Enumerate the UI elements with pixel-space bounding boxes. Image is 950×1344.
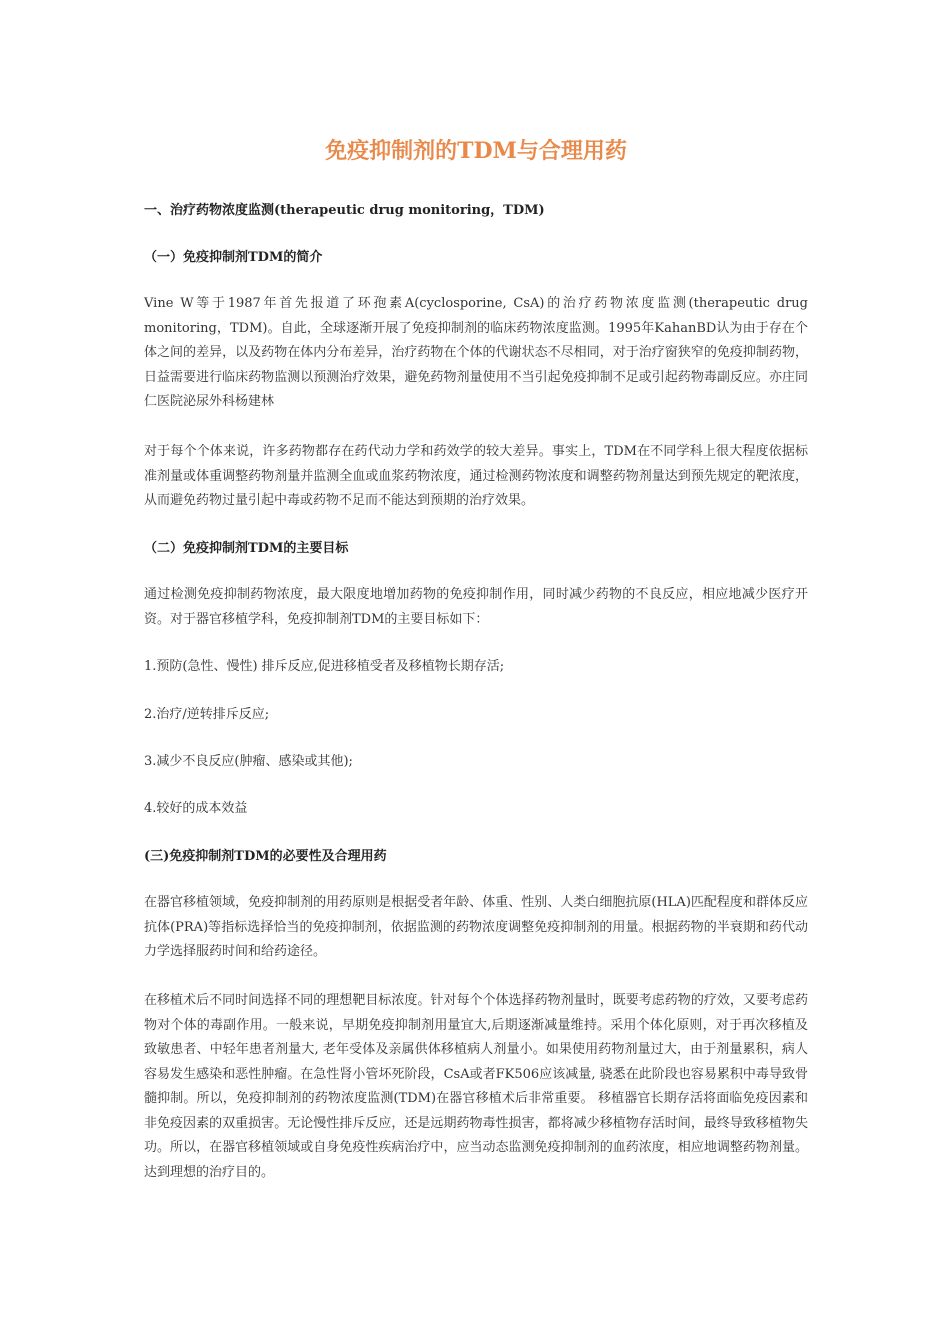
subsection2-paragraph-1: 通过检测免疫抑制药物浓度，最大限度地增加药物的免疫抑制作用，同时减少药物的不良反应，相应地减少医疗开资。对于器官移植学科，免疫抑制剂TDM的主要目标如下： <box>144 587 808 627</box>
subsection3-paragraph-1: 在器官移植领域，免疫抑制剂的用药原则是根据受者年龄、体重、性别、人类白细胞抗原(HLA)匹配程度和群体反应抗体(PRA)等指标选择恰当的免疫抑制剂，依据监测的药物浓度调整免疫抑制剂的用量。根据药物的半衰期和药代动力学选择服药时间和给药途径。 <box>144 895 808 959</box>
goal-item-3: 3.减少不良反应(肿瘤、感染或其他); <box>144 754 353 769</box>
subsection2-heading: （二）免疫抑制剂TDM的主要目标 <box>144 541 349 556</box>
goal-item-2: 2.治疗/逆转排斥反应; <box>144 707 270 722</box>
subsection1-paragraph-1: Vine W等于1987年首先报道了环孢素A(cyclosporine, CsA)的治疗药物浓度监测(therapeutic drug monitoring，TDM)。自此，全球逐渐开展了免疫抑制剂的临床药物浓度监测。1995年KahanBD认为由于存在个体之间的差异，以及药物在体内分布差异，治疗药物在个体的代谢状态不尽相同，对于治疗窗狭窄的免疫抑制药物，日益需要进行临床药物监测以预测治疗效果，避免药物剂量使用不当引起免疫抑制不足或引起药物毒副反应。亦庄同仁医院泌尿外科杨建林 <box>144 296 808 409</box>
section1-heading: 一、治疗药物浓度监测(therapeutic drug monitoring，TDM) <box>144 203 545 218</box>
goal-item-1: 1.预防(急性、慢性) 排斥反应,促进移植受者及移植物长期存活; <box>144 659 505 674</box>
subsection3-heading: (三)免疫抑制剂TDM的必要性及合理用药 <box>144 849 387 864</box>
subsection1-heading: （一）免疫抑制剂TDM的简介 <box>144 250 323 265</box>
subsection1-paragraph-2: 对于每个个体来说，许多药物都存在药代动力学和药效学的较大差异。事实上，TDM在不同学科上很大程度依据标准剂量或体重调整药物剂量并监测全血或血浆药物浓度，通过检测药物浓度和调整药物剂量达到预先规定的靶浓度，从而避免药物过量引起中毒或药物不足而不能达到预期的治疗效果。 <box>144 444 808 508</box>
subsection3-paragraph-2: 在移植术后不同时间选择不同的理想靶目标浓度。针对每个个体选择药物剂量时，既要考虑药物的疗效，又要考虑药物对个体的毒副作用。一般来说，早期免疫抑制剂用量宜大,后期逐渐减量维持。采用个体化原则，对于再次移植及致敏患者、中轻年患者剂量大, 老年受体及亲属供体移植病人剂量小。如果使用药物剂量过大，由于剂量累积，病人容易发生感染和恶性肿瘤。在急性肾小管坏死阶段，CsA或者FK506应该减量, 骁悉在此阶段也容易累积中毒导致骨髓抑制。所以，免疫抑制剂的药物浓度监测(TDM)在器官移植术后非常重要。 移植器官长期存活将面临免疫因素和非免疫因素的双重损害。无论慢性排斥反应，还是远期药物毒性损害，都将减少移植物存活时间，最终导致移植物失功。所以，在器官移植领域或自身免疫性疾病治疗中，应当动态监测免疫抑制剂的血药浓度，相应地调整药物剂量。达到理想的治疗目的。 <box>144 993 808 1180</box>
document-title: 免疫抑制剂的TDM与合理用药 <box>325 138 627 164</box>
goal-item-4: 4.较好的成本效益 <box>144 801 248 816</box>
